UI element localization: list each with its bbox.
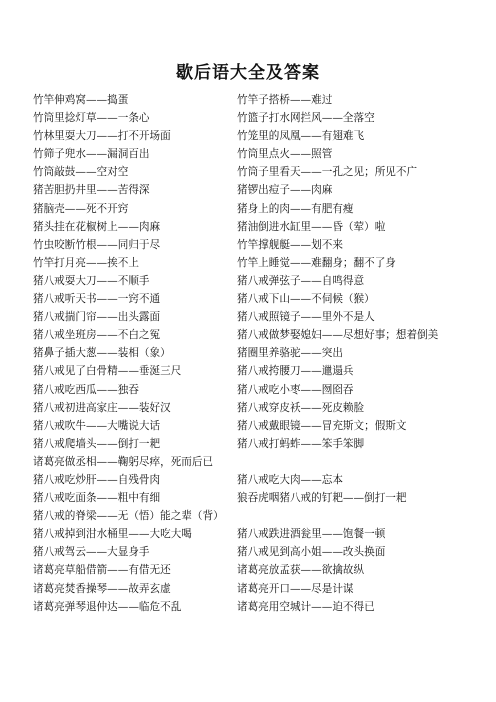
idiom-entry-left: 猪八戒初进高家庄——装好汉	[33, 401, 171, 414]
idiom-entry-right: 狼吞虎咽猪八戒的钉耙——倒打一耙	[237, 492, 407, 505]
idiom-entry-right: 猪八戒照镜子——里外不是人	[237, 311, 375, 324]
idiom-entry-right: 竹竿上睡觉——难翻身；翻不了身	[237, 256, 396, 269]
idiom-entry-right: 猪油倒进水缸里——昏（荤）啦	[237, 220, 386, 233]
idiom-row	[33, 200, 493, 218]
idiom-entry-right: 猪锣出痘子——肉麻	[237, 184, 333, 197]
idiom-row	[33, 127, 493, 145]
idiom-entry-right: 猪圈里养骆驼——突出	[237, 347, 343, 360]
idiom-entry-right: 竹笼里的凤凰——有翅难飞	[237, 130, 365, 143]
idiom-entry-left: 竹竿打月亮——挨不上	[33, 256, 139, 269]
idiom-row	[33, 163, 493, 181]
idiom-entry-full: 诸葛亮做丞相——鞠躬尽瘁，死而后已	[33, 455, 214, 468]
idiom-entry-left: 诸葛亮草船借箭——有借无还	[33, 564, 171, 577]
idiom-row	[33, 109, 493, 127]
idiom-row	[33, 290, 493, 308]
idiom-row	[33, 489, 493, 507]
idiom-entry-full: 猪八戒的脊梁——无（悟）能之辈（背）	[33, 510, 224, 523]
idiom-entry-left: 猪八戒听天书——一窍不通	[33, 293, 161, 306]
idiom-entry-right: 猪八戒穿皮袄——死皮赖脸	[237, 401, 365, 414]
idiom-entry-right: 猪八戒跌进酒瓮里——饱餐一顿	[237, 528, 386, 541]
idiom-row	[33, 435, 493, 453]
idiom-row	[33, 525, 493, 543]
idiom-entry-left: 猪八戒掉到泔水桶里——大吃大喝	[33, 528, 192, 541]
idiom-entry-left: 猪八戒吃炒肝——自残骨肉	[33, 473, 161, 486]
idiom-row	[33, 145, 493, 163]
idiom-row	[33, 580, 493, 598]
idiom-entry-left: 猪头挂在花椒树上——肉麻	[33, 220, 161, 233]
idiom-row	[33, 344, 493, 362]
idiom-entry-right: 猪八戒下山——不伺候（猴）	[237, 293, 375, 306]
idiom-row	[33, 507, 493, 525]
idiom-entry-left: 诸葛亮弹琴退仲达——临危不乱	[33, 600, 182, 613]
idiom-entry-right: 猪八戒吃小枣——囫囵吞	[237, 383, 354, 396]
idiom-entry-left: 猪八戒吹牛——大嘴说大话	[33, 419, 161, 432]
idiom-entry-right: 竹筒子里看天——一孔之见；所见不广	[237, 166, 418, 179]
idiom-row	[33, 417, 493, 435]
idiom-row	[33, 453, 493, 471]
idiom-row	[33, 308, 493, 326]
idiom-entry-left: 猪八戒见了白骨精——垂涎三尺	[33, 365, 182, 378]
idiom-row	[33, 598, 493, 616]
idiom-entry-right: 竹竿子搭桥——难过	[237, 94, 333, 106]
idiom-entry-right: 竹筒里点火——照管	[237, 148, 333, 161]
idiom-row	[33, 399, 493, 417]
idiom-entry-left: 竹林里耍大刀——打不开场面	[33, 130, 171, 143]
idiom-entry-left: 猪八戒揣门帘——出头露面	[33, 311, 161, 324]
idiom-row	[33, 362, 493, 380]
idiom-entry-left: 猪脑壳——死不开窍	[33, 202, 129, 215]
idiom-entry-right: 猪八戒弹弦子——自鸣得意	[237, 274, 365, 287]
idiom-entry-right: 竹竿撑舰艇——划不来	[237, 238, 343, 251]
idiom-entry-left: 猪八戒吃面条——粗中有细	[33, 492, 161, 505]
idiom-entry-right: 猪身上的肉——有肥有瘦	[237, 202, 354, 215]
idiom-entry-left: 竹筒里捻灯草——一条心	[33, 112, 150, 125]
idiom-row	[33, 561, 493, 579]
idiom-entry-right: 猪八戒打蚂蚱——笨手笨脚	[237, 437, 365, 450]
idiom-entry-left: 猪苦胆扔井里——苦得深	[33, 184, 150, 197]
idiom-entry-left: 猪八戒驾云——大显身手	[33, 546, 150, 559]
idiom-entry-right: 猪八戒挎腰刀——邋遢兵	[237, 365, 354, 378]
idiom-entry-right: 猪八戒戴眼镜——冒充斯文；假斯文	[237, 419, 407, 432]
idiom-entry-right: 诸葛亮放孟获——欲擒故纵	[237, 564, 365, 577]
idiom-row	[33, 471, 493, 489]
idiom-entry-left: 猪八戒爬墙头——倒打一耙	[33, 437, 161, 450]
idiom-row	[33, 91, 493, 109]
idiom-list	[33, 91, 493, 616]
idiom-entry-left: 猪八戒耍大刀——不顺手	[33, 274, 150, 287]
idiom-entry-right: 竹篮子打水网拦风——全落空	[237, 112, 375, 125]
page-title: 歇后语大全及答案	[176, 63, 320, 83]
idiom-entry-right: 猪八戒见到高小姐——改头换面	[237, 546, 386, 559]
idiom-entry-right: 诸葛亮用空城计——迫不得已	[237, 600, 375, 613]
idiom-entry-left: 竹虫咬断竹根——同归于尽	[33, 238, 161, 251]
idiom-row	[33, 236, 493, 254]
idiom-row	[33, 272, 493, 290]
idiom-entry-right: 诸葛亮开口——尽是计谋	[237, 582, 354, 595]
idiom-entry-left: 猪八戒坐班房——不白之冤	[33, 329, 161, 342]
idiom-row	[33, 381, 493, 399]
idiom-row	[33, 218, 493, 236]
idiom-entry-left: 诸葛亮焚香操琴——故弄玄虚	[33, 582, 171, 595]
idiom-entry-left: 猪鼻子插大葱——装相（象）	[33, 347, 171, 360]
idiom-entry-left: 竹筛子兜水——漏洞百出	[33, 148, 150, 161]
idiom-row	[33, 543, 493, 561]
idiom-row	[33, 254, 493, 272]
idiom-entry-left: 猪八戒吃西瓜——独吞	[33, 383, 139, 396]
idiom-entry-right: 猪八戒吃大肉——忘本	[237, 473, 343, 486]
idiom-entry-right: 猪八戒做梦娶媳妇——尽想好事；想着倒美	[237, 329, 439, 342]
idiom-row	[33, 181, 493, 199]
idiom-row	[33, 326, 493, 344]
idiom-entry-left: 竹筒敲鼓——空对空	[33, 166, 129, 179]
idiom-entry-left: 竹竿伸鸡窝——捣蛋	[33, 94, 129, 106]
